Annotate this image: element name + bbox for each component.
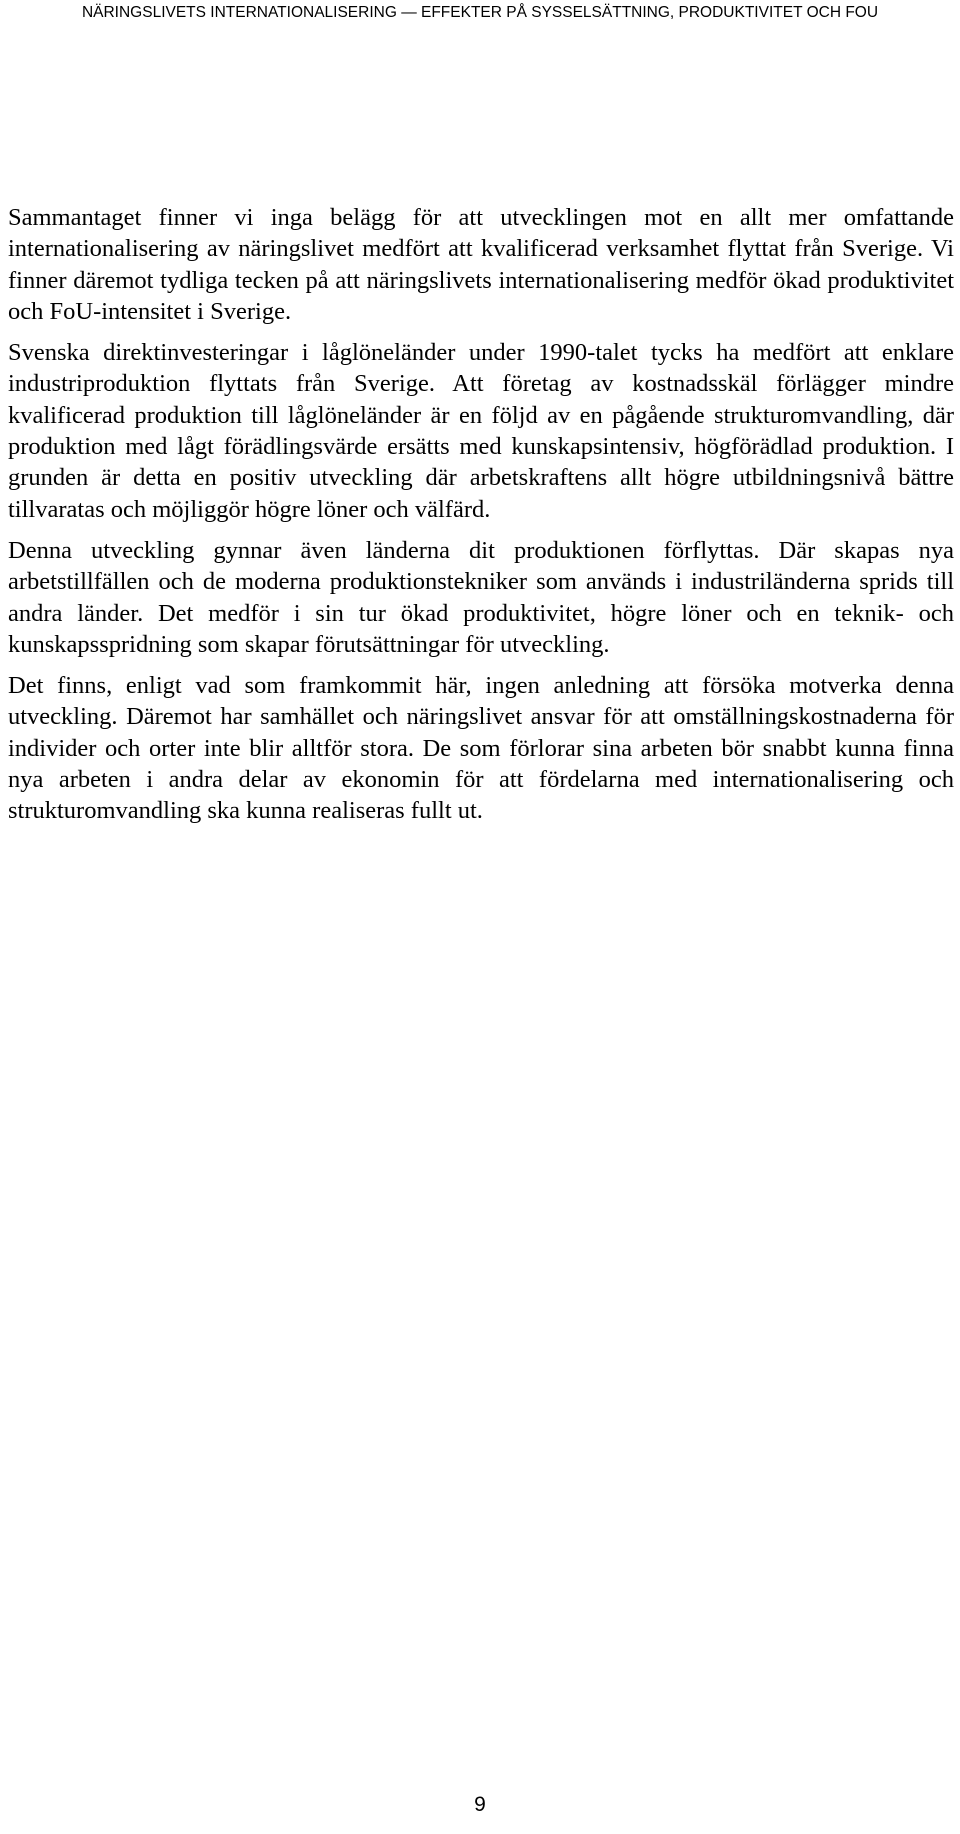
page-number: 9	[474, 1793, 486, 1816]
paragraph-host-countries: Denna utveckling gynnar även länderna dit produktionen förflyttas. Där skapas nya arbetstillfällen och de moderna produktionstekniker som används i industriländerna sprids till andra länder. Det medför i sin tur ökad produktivitet, högre löner och en teknik- och kunskapsspridning som skapar förutsättningar för utveckling.	[8, 536, 954, 658]
paragraph-direct-investments: Svenska direktinvesteringar i låglöneländer under 1990-talet tycks ha medfört att enklare industriproduktion flyttats från Sverige. Att företag av kostnadsskäl förlägger mindre kvalificerad produktion till låglöneländer är en följd av en pågående strukturomvandling, där produktion med lågt förädlingsvärde ersätts med kunskapsintensiv, högförädlad produktion. I grunden är detta en positiv utveckling där arbetskraftens allt högre utbildningsnivå bättre tillvaratas och möjliggör högre löner och välfärd.	[8, 339, 954, 523]
body-text	[8, 202, 954, 837]
paragraph-conclusion: Det finns, enligt vad som framkommit här, ingen anledning att försöka motverka denna utveckling. Däremot har samhället och näringslivet ansvar för att omställningskostnaderna för individer och orter inte blir alltför stora. De som förlorar sina arbeten bör snabbt kunna finna nya arbeten i andra delar av ekonomin för att fördelarna med internationalisering och strukturomvandling ska kunna realiseras fullt ut.	[8, 672, 954, 825]
paragraph-summary: Sammantaget finner vi inga belägg för att utvecklingen mot en allt mer omfattande internationalisering av näringslivet medfört att kvalificerad verksamhet flyttat från Sverige. Vi finner däremot tydliga tecken på att näringslivets internationalisering medför ökad produktivitet och FoU-intensitet i Sverige.	[8, 204, 954, 325]
running-header: NÄRINGSLIVETS INTERNATIONALISERING — EFFEKTER PÅ SYSSELSÄTTNING, PRODUKTIVITET OCH FOU	[81, 4, 879, 21]
